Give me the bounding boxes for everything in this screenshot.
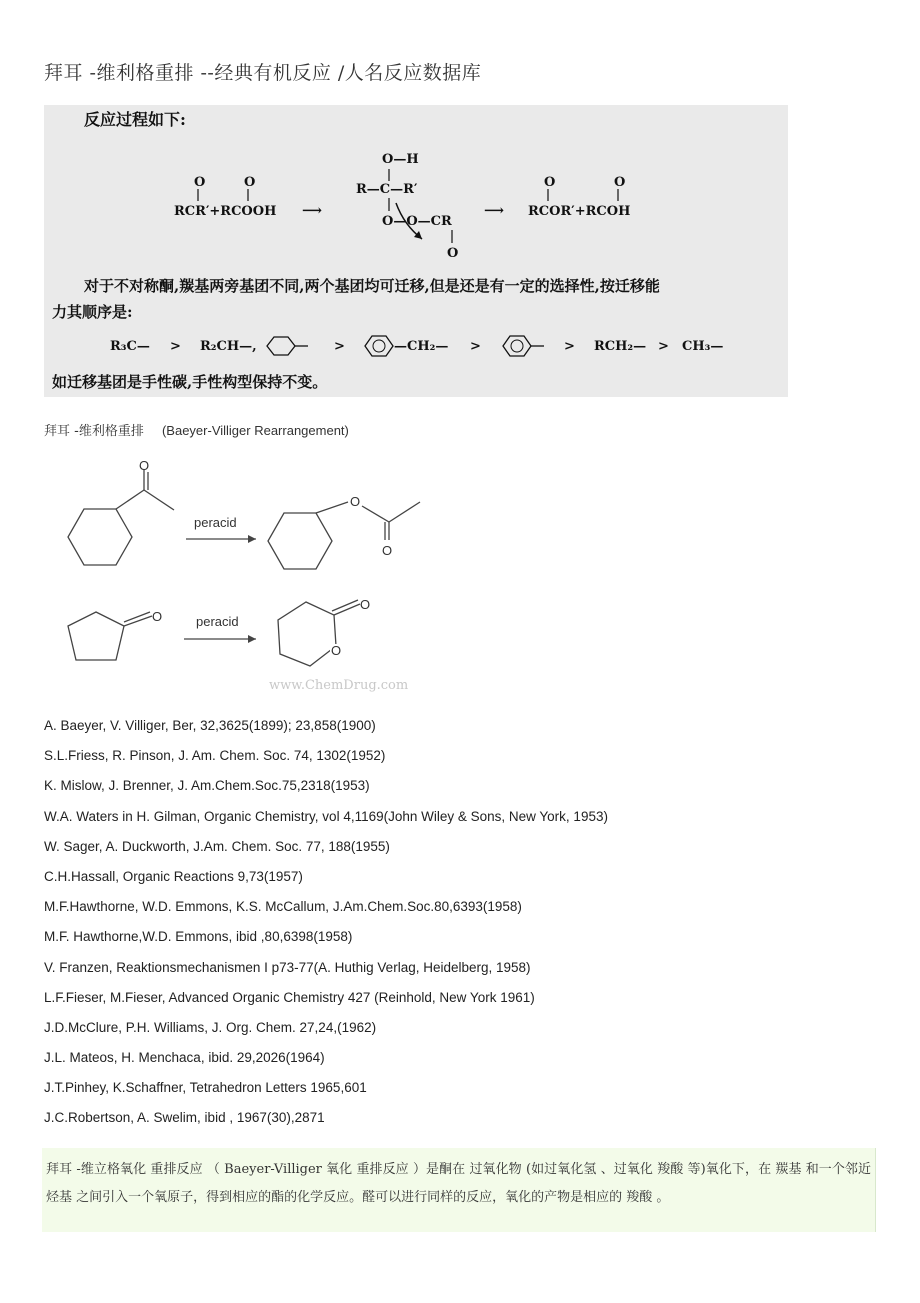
process-label: 反应过程如下: — [84, 110, 186, 129]
list-item: V. Franzen, Reaktionsmechanismen I p73-77(A. Huthig Verlag, Heidelberg, 1958) — [44, 959, 531, 975]
oxygen-label-4: O — [152, 609, 163, 624]
list-item: M.F.Hawthorne, W.D. Emmons, K.S. McCallum, J.Am.Chem.Soc.80,6393(1958) — [44, 899, 522, 915]
scheme-product: RCOR′+RCOH — [528, 204, 631, 219]
cyclohexyl-ring — [267, 337, 295, 355]
subheading-en: (Baeyer-Villiger Rearrangement) — [161, 423, 349, 438]
order-ch3: CH₃— — [682, 339, 724, 354]
cyclohexane-ring-1 — [68, 509, 132, 565]
intermediate-bottom: O—O—CR — [382, 214, 452, 229]
order-gt-5: > — [658, 339, 669, 354]
list-item: L.F.Fieser, M.Fieser, Advanced Organic Chemistry 427 (Reinhold, New York 1961) — [44, 989, 535, 1005]
reaction-subheading — [44, 420, 349, 439]
reaction-scan-image — [44, 105, 788, 397]
scheme-arrow-1: ⟶ — [302, 203, 323, 219]
reagent-label-1: peracid — [194, 515, 237, 530]
list-item: S.L.Friess, R. Pinson, J. Am. Chem. Soc. 74, 1302(1952) — [44, 748, 386, 764]
oxygen-label-2: O — [350, 494, 361, 509]
reagent-label-2: peracid — [196, 614, 239, 629]
para1-line1: 对于不对称酮,羰基两旁基团不同,两个基团均可迁移,但是还是有一定的选择性,按迁移能 — [84, 277, 660, 295]
scheme-ketone: RCR′+RCOOH — [174, 204, 277, 219]
list-item: J.L. Mateos, H. Menchaca, ibid. 29,2026(1964) — [44, 1050, 325, 1066]
phenyl-ring — [503, 336, 531, 356]
list-item: W. Sager, A. Duckworth, J.Am. Chem. Soc. 77, 188(1955) — [44, 838, 390, 854]
list-item: M.F. Hawthorne,W.D. Emmons, ibid ,80,6398(1958) — [44, 929, 353, 945]
order-gt-4: > — [564, 339, 575, 354]
oxygen-label-5: O — [360, 597, 371, 612]
intermediate-top: O—H — [382, 152, 419, 167]
list-item: K. Mislow, J. Brenner, J. Am.Chem.Soc.75,2318(1953) — [44, 778, 370, 794]
list-item: J.T.Pinhey, K.Schaffner, Tetrahedron Letters 1965,601 — [44, 1080, 367, 1096]
page-title: 拜耳 -维利格重排 --经典有机反应 /人名反应数据库 — [44, 62, 482, 84]
list-item: W.A. Waters in H. Gilman, Organic Chemistry, vol 4,1169(John Wiley & Sons, New York, 1953) — [44, 808, 608, 824]
oxo-1: O — [194, 175, 206, 190]
subheading-cn: 拜耳 -维利格重排 — [44, 424, 144, 439]
watermark: www.ChemDrug.com — [269, 678, 409, 693]
intermediate-left: R—C—R′ — [356, 182, 418, 197]
lactone-ring — [278, 602, 336, 666]
cyclopentanone-ring — [68, 612, 124, 660]
definition-note: 拜耳 -维立格氧化 重排反应 （ Baeyer-Villiger 氧化 重排反应 ）是酮在 过氧化物 (如过氧化氢 、过氧化 羧酸 等)氧化下，在 羰基 和一个邻近 烃基 之间引入一个氧原子，得到相应的酯的化学反应。醛可以进行同样的反应，氧化的产物是相应的 羧酸 。 — [42, 1148, 876, 1232]
reference-list — [44, 717, 608, 1140]
order-r2ch: R₂CH—, — [200, 339, 257, 354]
oxo-2: O — [244, 175, 256, 190]
para2: 如迁移基团是手性碳,手性构型保持不变。 — [52, 373, 328, 391]
order-rch2: RCH₂— — [594, 339, 647, 354]
oxo-4: O — [544, 175, 556, 190]
list-item: J.C.Robertson, A. Swelim, ibid , 1967(30),2871 — [44, 1110, 325, 1126]
order-gt-3: > — [470, 339, 481, 354]
order-r3c: R₃C— — [110, 339, 150, 354]
oxo-3: O — [447, 246, 459, 261]
oxo-5: O — [614, 175, 626, 190]
oxygen-label-1: O — [139, 458, 150, 473]
order-ch2: —CH₂— — [394, 339, 449, 354]
list-item: A. Baeyer, V. Villiger, Ber, 32,3625(1899); 23,858(1900) — [44, 718, 376, 733]
scheme-arrow-2: ⟶ — [484, 203, 505, 219]
order-gt-2: > — [334, 339, 345, 354]
oxygen-label-3: O — [382, 543, 393, 558]
para1-line2: 力其顺序是: — [52, 303, 133, 321]
oxygen-label-6: O — [331, 643, 342, 658]
benzyl-ring — [365, 336, 393, 356]
list-item: J.D.McClure, P.H. Williams, J. Org. Chem. 27,24,(1962) — [44, 1019, 377, 1035]
cyclohexane-ring-2 — [268, 513, 332, 569]
order-gt-1: > — [170, 339, 181, 354]
list-item: C.H.Hassall, Organic Reactions 9,73(1957) — [44, 868, 303, 884]
structure-diagram — [44, 450, 484, 704]
